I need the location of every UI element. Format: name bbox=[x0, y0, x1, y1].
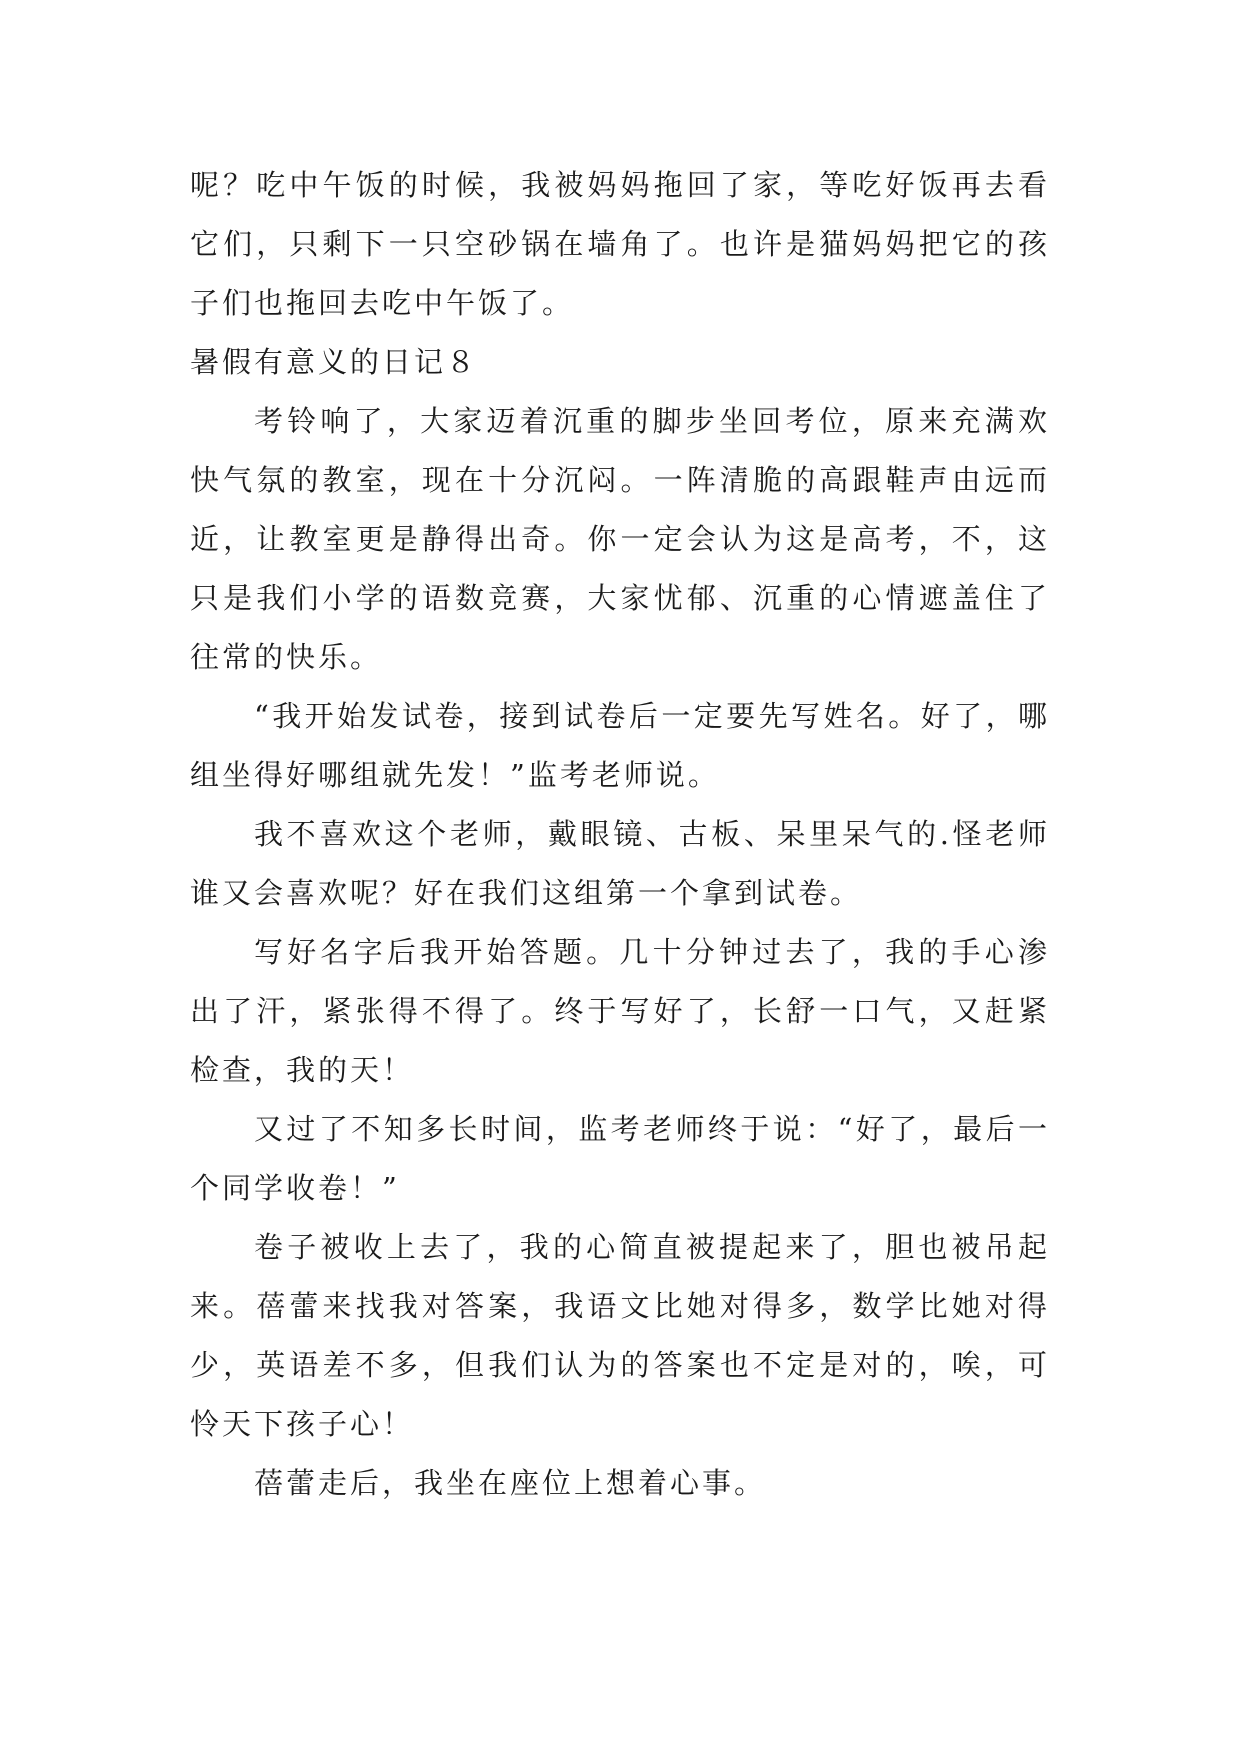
body-paragraph: 蓓蕾走后，我坐在座位上想着心事。 bbox=[254, 1466, 767, 1500]
diary-heading: 暑假有意义的日记８ bbox=[190, 345, 479, 379]
body-paragraph: “我开始发试卷，接到试卷后一定要先写姓名。好了，哪组坐得好哪组就先发！”监考老师说。 bbox=[190, 699, 1050, 792]
body-paragraph: 又过了不知多长时间，监考老师终于说：“好了，最后一个同学收卷！” bbox=[190, 1112, 1050, 1205]
body-paragraph: 写好名字后我开始答题。几十分钟过去了，我的手心渗出了汗，紧张得不得了。终于写好了，长舒一口气，又赶紧检查，我的天！ bbox=[190, 935, 1050, 1087]
body-paragraph: 我不喜欢这个老师，戴眼镜、古板、呆里呆气的.怪老师谁又会喜欢呢？好在我们这组第一个拿到试卷。 bbox=[190, 817, 1050, 910]
body-paragraph: 考铃响了，大家迈着沉重的脚步坐回考位，原来充满欢快气氛的教室，现在十分沉闷。一阵清脆的高跟鞋声由远而近，让教室更是静得出奇。你一定会认为这是高考，不，这只是我们小学的语数竞赛，大家忧郁、沉重的心情遮盖住了往常的快乐。 bbox=[190, 404, 1050, 674]
continuation-paragraph: 呢？吃中午饭的时候，我被妈妈拖回了家，等吃好饭再去看它们，只剩下一只空砂锅在墙角了。也许是猫妈妈把它的孩子们也拖回去吃中午饭了。 bbox=[190, 168, 1050, 320]
document-body bbox=[190, 156, 1050, 1513]
body-paragraph: 卷子被收上去了，我的心简直被提起来了，胆也被吊起来。蓓蕾来找我对答案，我语文比她对得多，数学比她对得少，英语差不多，但我们认为的答案也不定是对的，唉，可怜天下孩子心！ bbox=[190, 1230, 1050, 1441]
